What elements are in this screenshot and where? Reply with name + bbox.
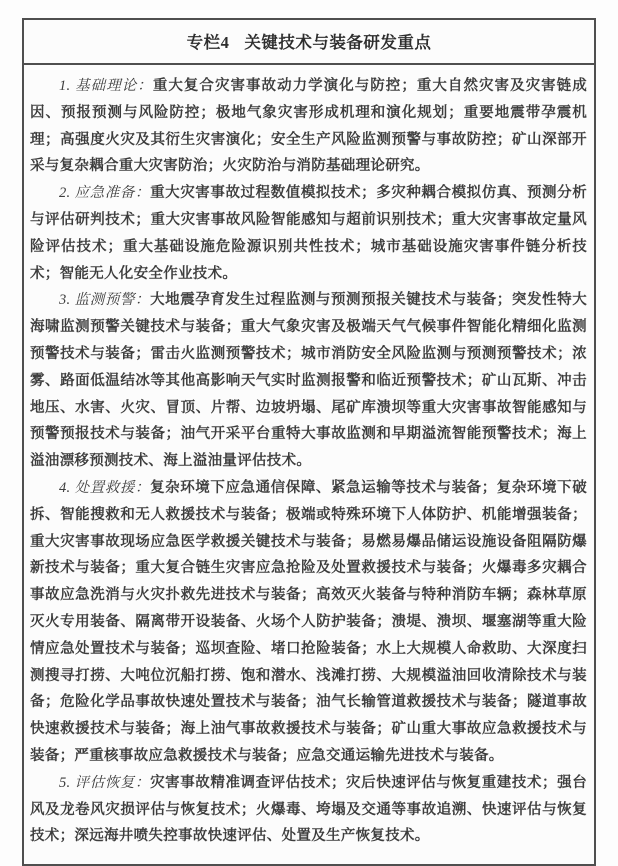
box-title-text: 关键技术与装备研发重点 [244,33,432,52]
section-text-emergency-preparedness: 重大灾害事故过程数值模拟技术；多灾种耦合模拟仿真、预测分析与评估研判技术；重大灾害事故风险智能感知与超前识别技术；重大灾害事故定量风险评估技术；重大基础设施危险源识别共性技术；城市基础设施灾害事件链分析技术；智能无人化安全作业技术。 [30,185,587,282]
paragraph-disposal-rescue [30,475,587,770]
paragraph-assessment-recovery [30,770,587,850]
section-label-disposal-rescue: 4. 处置救援： [59,479,151,496]
paragraph-emergency-preparedness [30,180,587,287]
section-label-monitoring-early-warning: 3. 监测预警： [59,292,151,309]
section-text-assessment-recovery: 灾害事故精准调查评估技术；灾后快速评估与恢复重建技术；强台风及龙卷风灾损评估与恢复技术；火爆毒、垮塌及交通等事故追溯、快速评估与恢复技术；深远海井喷失控事故快速评估、处置及生产恢复技术。 [30,774,587,845]
box-title-label: 专栏4 [186,33,230,52]
section-text-disposal-rescue: 复杂环境下应急通信保障、紧急运输等技术与装备；复杂环境下破拆、智能搜救和无人救援技术与装备；极端或特殊环境下人体防护、机能增强装备；重大灾害事故现场应急医学救援关键技术与装备；易燃易爆品储运设施设备阻隔防爆新技术与装备；重大复合链生灾害应急抢险及处置救援技术与装备；火爆毒多灾耦合事故应急洗消与火灾扑救先进技术与装备；高效灭火装备与特种消防车辆；森林草原灭火专用装备、隔离带开设装备、火场个人防护装备；溃堤、溃坝、堰塞湖等重大险情应急处置技术与装备；巡坝查险、堵口抢险装备；水上大规模人命救助、大深度扫测搜寻打捞、大吨位沉船打捞、饱和潜水、浅滩打捞、大规模溢油回收清除技术与装备；危险化学品事故快速处置技术与装备；油气长输管道救援技术与装备；隧道事故快速救援技术与装备；海上油气事故救援技术与装备；矿山重大事故应急救援技术与装备；严重核事故应急救援技术与装备；应急交通运输先进技术与装备。 [30,479,587,764]
section-label-emergency-preparedness: 2. 应急准备： [59,185,151,202]
box-title [24,20,594,65]
section-text-basic-theory: 重大复合灾害事故动力学演化与防控；重大自然灾害及灾害链成因、预报预测与风险防控；极地气象灾害形成机理和演化规划；重要地震带孕震机理；高强度火灾及其衍生灾害演化；安全生产风险监测预警与事故防控；矿山深部开采与复杂耦合重大灾害防治；火灾防治与消防基础理论研究。 [30,78,587,175]
box-body [24,65,594,864]
column-box [22,18,596,866]
paragraph-basic-theory [30,73,587,180]
section-text-monitoring-early-warning: 大地震孕育发生过程监测与预测预报关键技术与装备；突发性特大海啸监测预警关键技术与装备；重大气象灾害及极端天气气候事件智能化精细化监测预警技术与装备；雷击火监测预警技术；城市消防安全风险监测与预测预警技术；浓雾、路面低温结冰等其他高影响天气实时监测报警和临近预警技术；矿山瓦斯、冲击地压、水害、火灾、冒顶、片帮、边坡坍塌、尾矿库溃坝等重大灾害事故智能感知与预警预报技术与装备；油气开采平台重特大事故监测和早期溢流智能预警技术；海上溢油漂移预测技术、海上溢油量评估技术。 [30,292,587,470]
section-label-assessment-recovery: 5. 评估恢复： [59,774,151,791]
paragraph-monitoring-early-warning [30,287,587,475]
section-label-basic-theory: 1. 基础理论： [59,78,153,94]
